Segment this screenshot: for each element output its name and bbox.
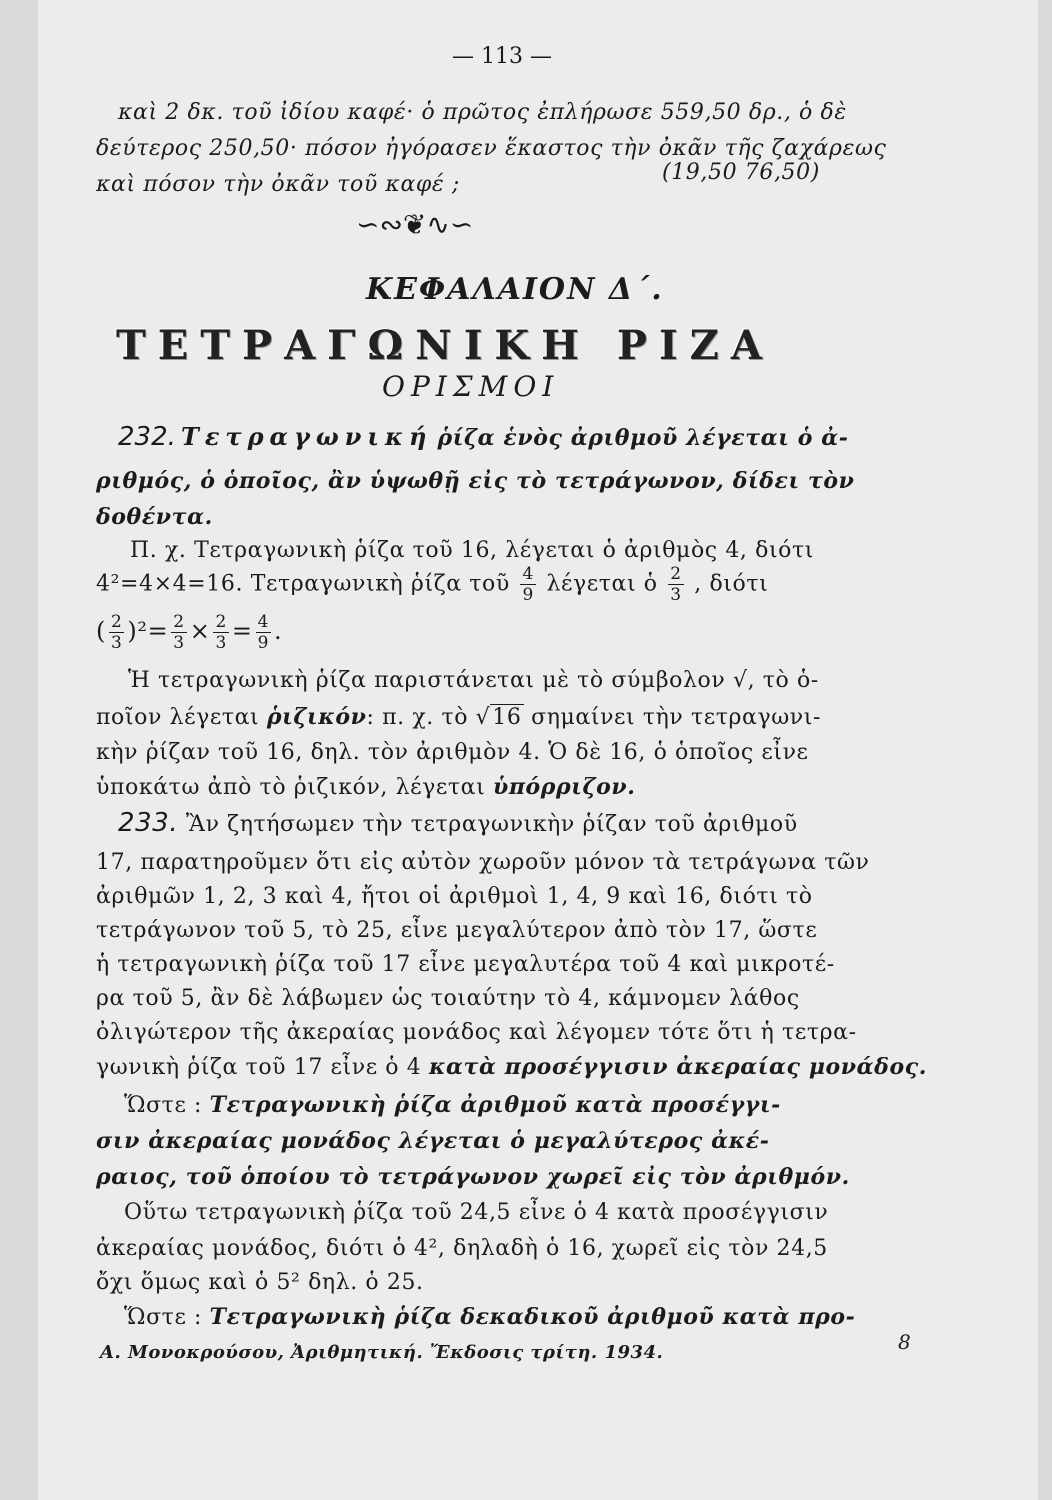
example-233-line-3: ὄχι ὅμως καὶ ὁ 5² δηλ. ὁ 25.: [96, 1270, 424, 1295]
section-233-line-1: 233. Ἂν ζητήσωμεν τὴν τετραγωνικὴν ῥίζαν τοῦ ἀριθμοῦ: [118, 808, 798, 838]
radical-para-line-2: ποῖον λέγεται ῥιζικόν: π. χ. τὸ √16 σημαίνει τὴν τετραγωνι-: [96, 704, 822, 730]
ornament-divider: ∽∾❦∿∽: [356, 208, 474, 241]
example-line-1: Π. χ. Τετραγωνικὴ ῥίζα τοῦ 16, λέγεται ὁ ἀριθμὸς 4, διότι: [130, 538, 815, 563]
problem-line-1: καὶ 2 δκ. τοῦ ἰδίου καφέ· ὁ πρῶτος ἐπλήρωσε 559,50 δρ., ὁ δὲ: [118, 100, 847, 125]
chapter-title: ΤΕΤΡΑΓΩΝΙΚΗ ΡΙΖΑ: [116, 322, 774, 369]
example-233-line-1: Οὕτω τετραγωνικὴ ῥίζα τοῦ 24,5 εἶνε ὁ 4 κατὰ προσέγγισιν: [124, 1200, 829, 1225]
definition-line-3: ραιος, τοῦ ὁποίου τὸ τετράγωνον χωρεῖ εἰς τὸν ἀριθμόν.: [96, 1164, 850, 1190]
problem-line-3: καὶ πόσον τὴν ὀκᾶν τοῦ καφέ ;: [96, 172, 460, 197]
section-heading: ΟΡΙΣΜΟΙ: [382, 370, 560, 403]
section-233-line-6: ρα τοῦ 5, ἂν δὲ λάβωμεν ὡς τοιαύτην τὸ 4, κάμνομεν λάθος: [96, 986, 800, 1011]
signature-mark: 8: [898, 1330, 911, 1354]
fraction-2-3: $\frac{2}{3}$: [670, 564, 682, 605]
problem-answer: (19,50 76,50): [662, 160, 820, 185]
definition-line-2: σιν ἀκεραίας μονάδος λέγεται ὁ μεγαλύτερος ἀκέ-: [96, 1128, 770, 1154]
section-number: 233.: [118, 808, 179, 838]
term-square-root: Τετραγωνική: [180, 422, 433, 451]
chapter-heading: ΚΕΦΑΛΑΙΟΝ Δ΄.: [366, 272, 664, 307]
section-233-line-3: ἀριθμῶν 1, 2, 3 καὶ 4, ἤτοι οἱ ἀριθμοὶ 1, 4, 9 καὶ 16, διότι τὸ: [96, 884, 813, 909]
section-233-line-4: τετράγωνον τοῦ 5, τὸ 25, εἶνε μεγαλύτερον ἀπὸ τὸν 17, ὥστε: [96, 918, 818, 943]
sqrt-16: 16: [492, 705, 522, 730]
radical-para-line-4: ὑποκάτω ἀπὸ τὸ ῥιζικόν, λέγεται ὑπόρριζον.: [96, 774, 636, 800]
definition-line-1: Ὥστε : Τετραγωνικὴ ῥίζα ἀριθμοῦ κατὰ προσέγγι-: [124, 1092, 781, 1118]
radical-para-line-3: κὴν ῥίζαν τοῦ 16, δηλ. τὸν ἀριθμὸν 4. Ὁ δὲ 16, ὁ ὁποῖος εἶνε: [96, 740, 809, 765]
example-233-line-2: ἀκεραίας μονάδος, διότι ὁ 4², δηλαδὴ ὁ 16, χωρεῖ εἰς τὸν 24,5: [96, 1236, 828, 1261]
section-232-line-1: 232. Τετραγωνική ῥίζα ἑνὸς ἀριθμοῦ λέγεται ὁ ἀ-: [118, 422, 849, 452]
page-number: — 113 —: [452, 44, 552, 69]
section-number: 232.: [118, 422, 176, 452]
section-233-line-5: ἡ τετραγωνικὴ ῥίζα τοῦ 17 εἶνε μεγαλυτέρα τοῦ 4 καὶ μικροτέ-: [96, 952, 835, 977]
example-equation: ( $\frac{2}{3}$ )²= $\frac{2}{3}$ × $\frac{2}{3}$ = $\frac{4}{9}$ .: [96, 612, 283, 653]
section-233-line-8: γωνικὴ ῥίζα τοῦ 17 εἶνε ὁ 4 κατὰ προσέγγισιν ἀκεραίας μονάδος.: [96, 1054, 927, 1080]
section-232-line-3: δοθέντα.: [96, 504, 213, 530]
footer-citation: Α. Μονοκρούσου, Ἀριθμητική. Ἔκδοσις τρίτη. 1934.: [100, 1342, 664, 1363]
section-233-line-7: ὀλιγώτερον τῆς ἀκεραίας μονάδος καὶ λέγομεν τότε ὅτι ἡ τετρα-: [96, 1020, 857, 1045]
final-line: Ὥστε : Τετραγωνικὴ ῥίζα δεκαδικοῦ ἀριθμοῦ κατὰ προ-: [124, 1304, 856, 1330]
radical-para-line-1: Ἡ τετραγωνικὴ ῥίζα παριστάνεται μὲ τὸ σύμβολον √, τὸ ὁ-: [128, 668, 819, 693]
section-233-line-2: 17, παρατηροῦμεν ὅτι εἰς αὐτὸν χωροῦν μόνον τὰ τετράγωνα τῶν: [96, 850, 870, 875]
example-line-2: 4²=4×4=16. Τετραγωνικὴ ῥίζα τοῦ $\frac{4}{9}$ λέγεται ὁ $\frac{2}{3}$ , διότι: [96, 564, 769, 605]
fraction-4-9: $\frac{4}{9}$: [522, 564, 534, 605]
book-page: [38, 0, 1038, 1500]
problem-line-2: δεύτερος 250,50· πόσον ἠγόρασεν ἕκαστος τὴν ὀκᾶν τῆς ζαχάρεως: [96, 136, 887, 161]
section-232-line-2: ριθμός, ὁ ὁποῖος, ἂν ὑψωθῇ εἰς τὸ τετράγωνον, δίδει τὸν: [96, 468, 855, 494]
